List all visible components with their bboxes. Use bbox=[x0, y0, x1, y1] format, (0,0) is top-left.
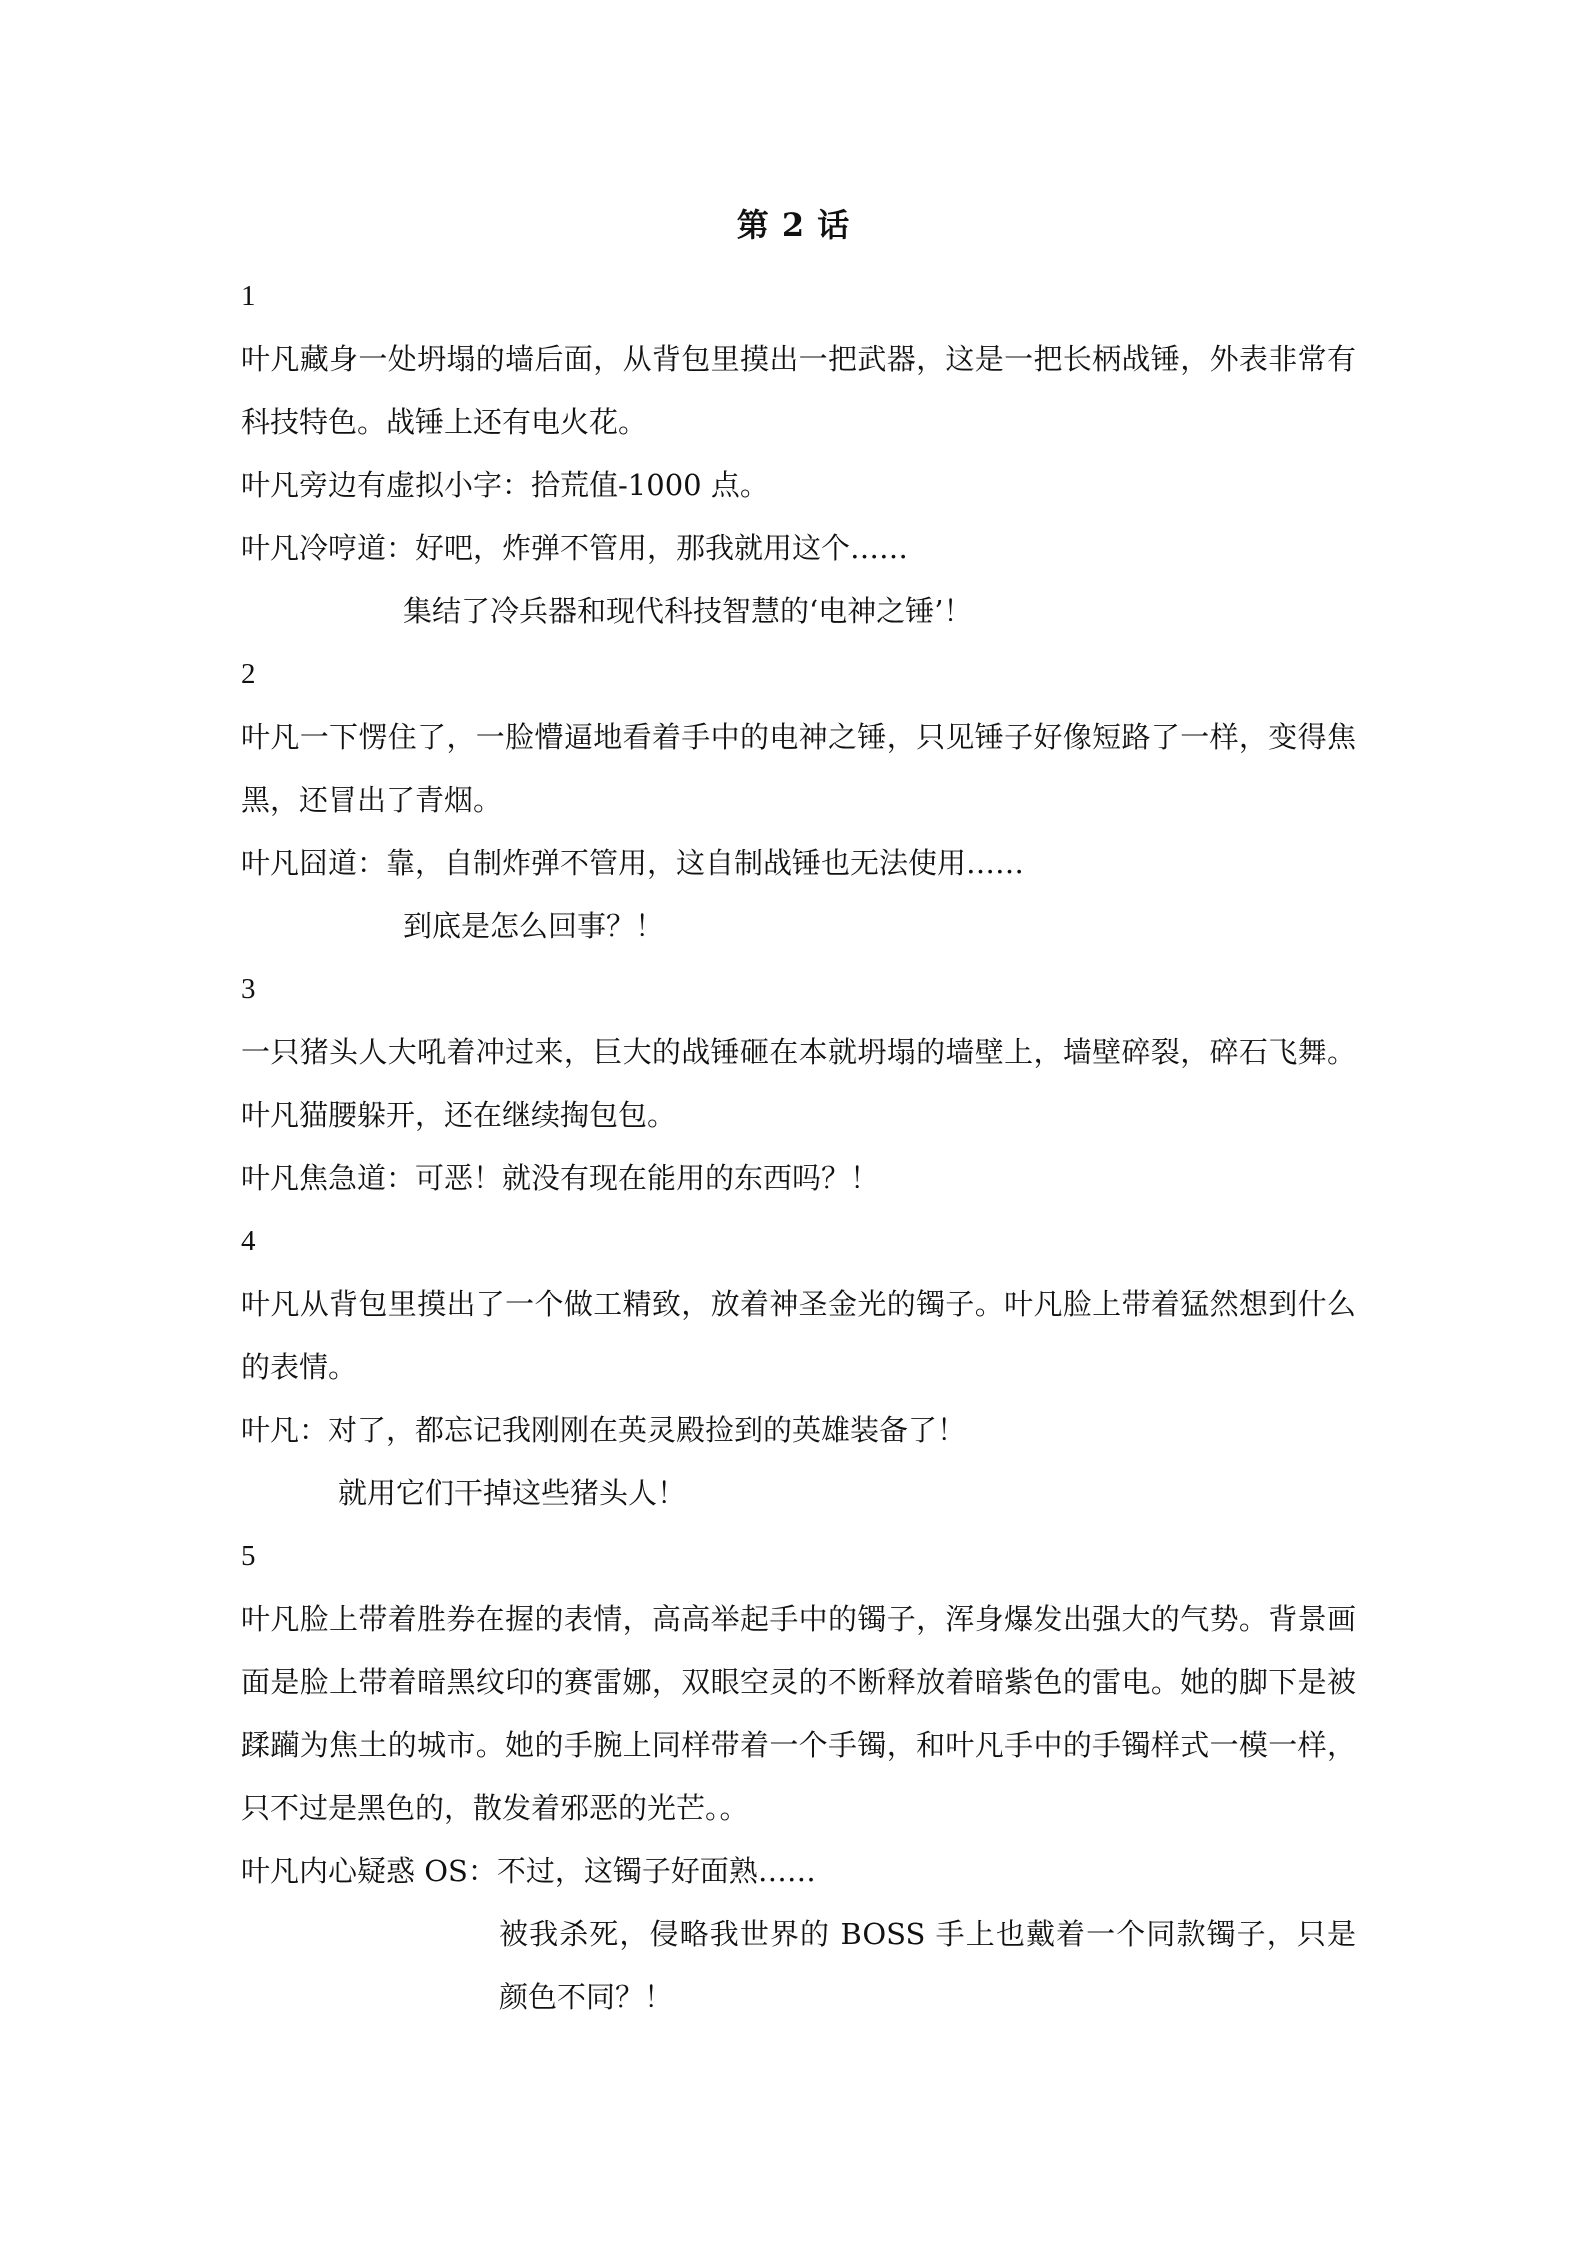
scene-description: 一只猪头人大吼着冲过来，巨大的战锤砸在本就坍塌的墙壁上，墙壁碎裂，碎石飞舞。叶凡猫腰躲开，还在继续掏包包。 bbox=[241, 1035, 1356, 1132]
dialogue-continuation: 到底是怎么回事？！ bbox=[403, 909, 665, 943]
dialogue-line: 叶凡囧道：靠，自制炸弹不管用，这自制战锤也无法使用…… bbox=[241, 846, 1025, 880]
scene-description: 叶凡藏身一处坍塌的墙后面，从背包里摸出一把武器，这是一把长柄战锤，外表非常有科技特色。战锤上还有电火花。 bbox=[241, 342, 1356, 439]
panel-number: 3 bbox=[241, 973, 256, 1005]
panel-number: 5 bbox=[241, 1540, 256, 1572]
dialogue-continuation: 被我杀死，侵略我世界的 BOSS 手上也戴着一个同款镯子，只是颜色不同？！ bbox=[499, 1917, 1356, 2014]
dialogue-line: 叶凡焦急道：可恶！就没有现在能用的东西吗？！ bbox=[241, 1161, 880, 1195]
panel-number: 4 bbox=[241, 1225, 256, 1257]
dialogue-continuation: 集结了冷兵器和现代科技智慧的‘电神之锤’！ bbox=[403, 594, 973, 628]
panel-number: 2 bbox=[241, 658, 256, 690]
document-body bbox=[241, 265, 1356, 2029]
dialogue-line: 叶凡内心疑惑 OS：不过，这镯子好面熟…… bbox=[241, 1854, 816, 1888]
scene-description: 叶凡从背包里摸出了一个做工精致，放着神圣金光的镯子。叶凡脸上带着猛然想到什么的表情。 bbox=[241, 1287, 1356, 1384]
panel-number: 1 bbox=[241, 280, 256, 312]
dialogue-line: 叶凡冷哼道：好吧，炸弹不管用，那我就用这个…… bbox=[241, 531, 909, 565]
dialogue-line: 叶凡：对了，都忘记我刚刚在英灵殿捡到的英雄装备了！ bbox=[241, 1413, 967, 1447]
dialogue-continuation: 就用它们干掉这些猪头人！ bbox=[338, 1476, 687, 1510]
chapter-title: 第 2 话 bbox=[736, 206, 851, 244]
scene-description: 叶凡旁边有虚拟小字：拾荒值-1000 点。 bbox=[241, 468, 769, 502]
scene-description: 叶凡一下愣住了，一脸懵逼地看着手中的电神之锤，只见锤子好像短路了一样，变得焦黑，还冒出了青烟。 bbox=[241, 720, 1356, 817]
scene-description: 叶凡脸上带着胜券在握的表情，高高举起手中的镯子，浑身爆发出强大的气势。背景画面是脸上带着暗黑纹印的赛雷娜，双眼空灵的不断释放着暗紫色的雷电。她的脚下是被蹂躏为焦土的城市。她的手腕上同样带着一个手镯，和叶凡手中的手镯样式一模一样，只不过是黑色的，散发着邪恶的光芒。。 bbox=[241, 1602, 1356, 1825]
